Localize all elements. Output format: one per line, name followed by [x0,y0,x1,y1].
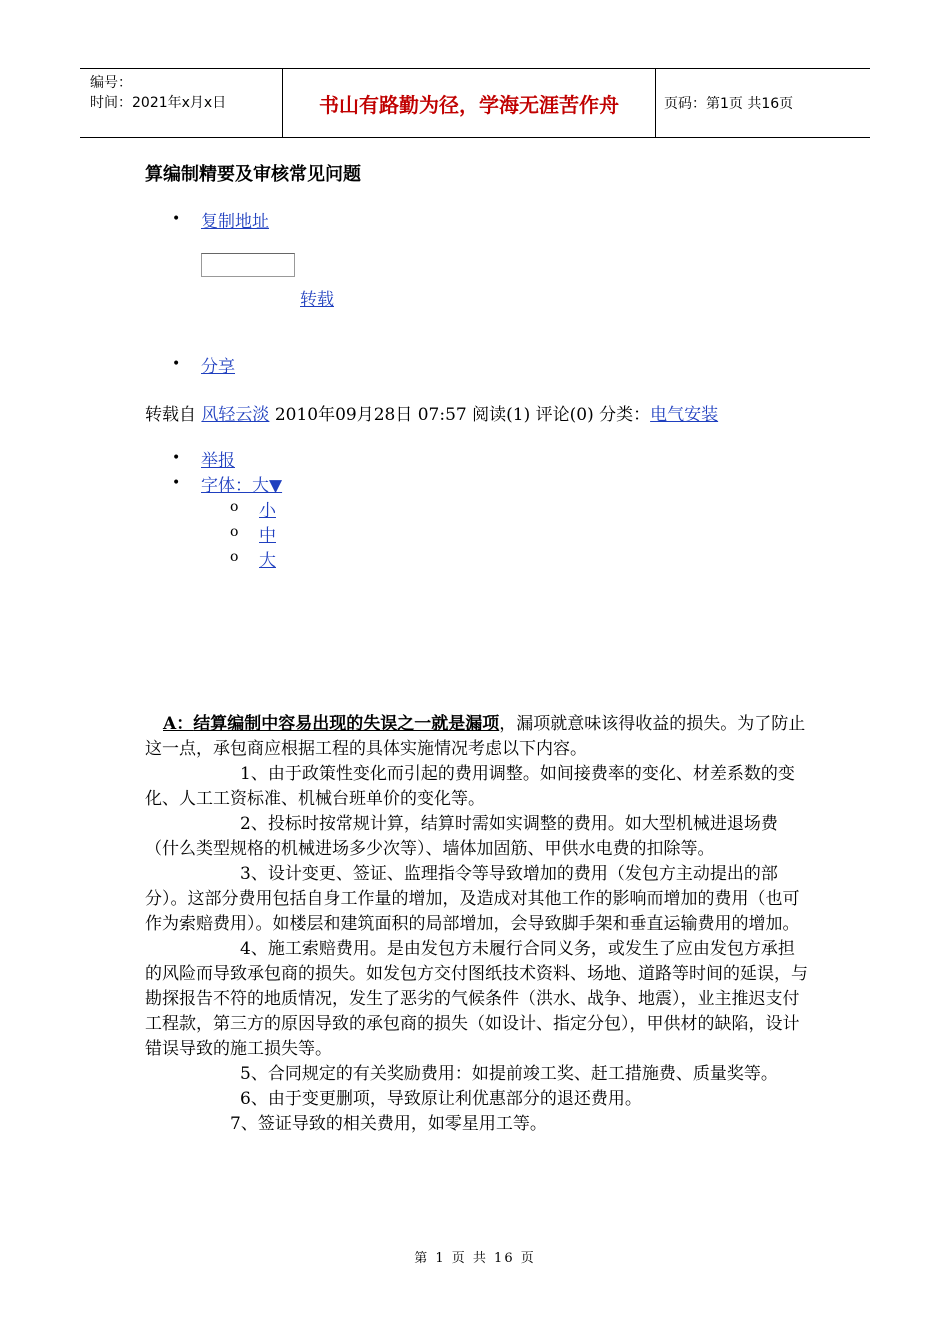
lead-rest: ，漏项就意味该得收益的损失。为了防止这一点，承包商应根据工程的具体实施情况考虑以下内容。 [145,714,806,759]
font-size-menu[interactable]: 字体：大▼ [201,476,283,496]
bullet-icon: • [172,450,181,466]
page-header [80,68,870,138]
byline-prefix: 转载自 [145,405,196,425]
sub-bullet-icon: o [230,524,239,540]
article-body [145,712,810,1137]
number-label: 编号： [90,75,132,91]
list-item: 3、设计变更、签证、监理指令等导致增加的费用（发包方主动提出的部分）。这部分费用包括自身工作量的增加，及造成对其他工作的影响而增加的费用（也可作为索赔费用）。如楼层和建筑面积的局部增加，会导致脚手架和垂直运输费用的增加。 [145,864,800,934]
author-link[interactable]: 风轻云淡 [201,405,270,425]
header-motto: 书山有路勤为径，学海无涯苦作舟 [282,69,656,137]
lead-prefix: A： [163,714,194,734]
sub-bullet-icon: o [230,549,239,565]
bullet-icon: • [172,356,181,372]
byline [145,400,718,425]
copy-link[interactable]: 复制地址 [201,212,269,232]
list-item: 4、施工索赔费用。是由发包方未履行合同义务，或发生了应由发包方承担的风险而导致承包商的损失。如发包方交付图纸技术资料、场地、道路等时间的延误，与勘探报告不符的地质情况，发生了恶劣的气候条件（洪水、战争、地震），业主推迟支付工程款，第三方的原因导致的承包商的损失（如设计、指定分包），甲供材的缺陷，设计错误导致的施工损失等。 [145,939,808,1059]
font-size-small[interactable]: 小 [259,501,276,521]
sub-bullet-icon: o [230,499,239,515]
report-link[interactable]: 举报 [201,451,235,471]
document-title: 算编制精要及审核常见问题 [145,164,361,185]
time-label: 时间：2021年x月x日 [90,95,227,111]
list-item: 6、由于变更删项，导致原让利优惠部分的退还费用。 [240,1089,642,1109]
font-size-medium[interactable]: 中 [259,526,276,546]
lead-bold: 结算编制中容易出现的失误之一就是漏项 [193,714,500,734]
bullet-icon: • [172,211,181,227]
page-footer: 第 1 页 共 16 页 [414,1251,536,1266]
copy-address-input[interactable] [201,253,295,277]
list-item: 7、签证导致的相关费用，如零星用工等。 [230,1114,547,1134]
bullet-icon: • [172,475,181,491]
lead-paragraph [145,712,810,762]
list-item: 1、由于政策性变化而引起的费用调整。如间接费率的变化、材差系数的变化、人工工资标准、机械台班单价的变化等。 [145,764,795,809]
header-page-info: 页码：第1页 共16页 [664,96,794,112]
list-item: 2、投标时按常规计算，结算时需如实调整的费用。如大型机械进退场费（什么类型规格的机械进场多少次等）、墙体加固筋、甲供水电费的扣除等。 [145,814,778,859]
repost-link[interactable]: 转载 [300,290,334,310]
font-size-large[interactable]: 大 [259,551,276,571]
byline-meta: 2010年09月28日 07:57 阅读(1) 评论(0) 分类： [274,405,651,425]
category-link[interactable]: 电气安装 [650,405,719,425]
list-item: 5、合同规定的有关奖励费用：如提前竣工奖、赶工措施费、质量奖等。 [240,1064,778,1084]
share-link[interactable]: 分享 [201,357,235,377]
header-meta [90,73,226,113]
